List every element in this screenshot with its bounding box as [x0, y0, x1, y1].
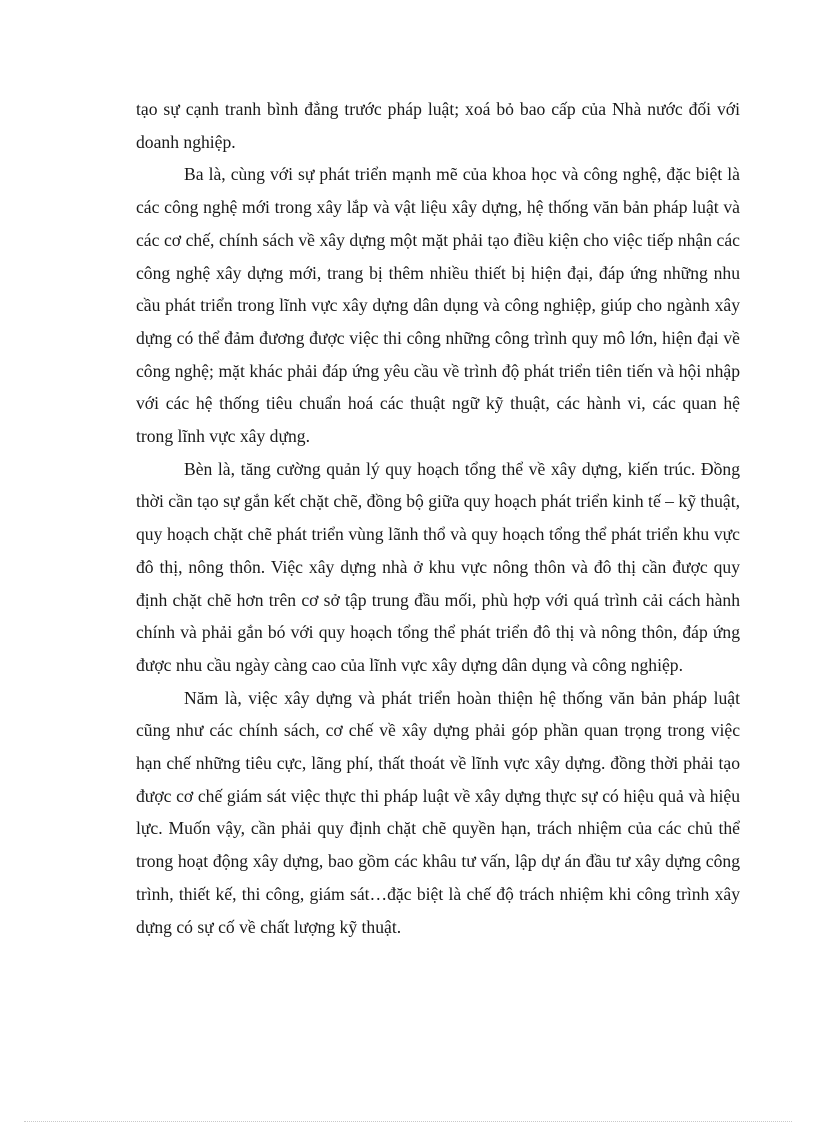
- document-body: [136, 93, 740, 943]
- paragraph-continuation: tạo sự cạnh tranh bình đẳng trước pháp luật; xoá bỏ bao cấp của Nhà nước đối với doanh nghiệp.: [136, 99, 740, 152]
- page-bottom-divider: [24, 1121, 792, 1122]
- paragraph-ba-la: Ba là, cùng với sự phát triển mạnh mẽ của khoa học và công nghệ, đặc biệt là các công nghệ mới trong xây lắp và vật liệu xây dựng, hệ thống văn bản pháp luật và các cơ chế, chính sách về xây dựng một mặt phải tạo điều kiện cho việc tiếp nhận các công nghệ xây dựng mới, trang bị thêm nhiều thiết bị hiện đại, đáp ứng những nhu cầu phát triển trong lĩnh vực xây dựng dân dụng và công nghiệp, giúp cho ngành xây dựng có thể đảm đương được việc thi công những công trình quy mô lớn, hiện đại về công nghệ; mặt khác phải đáp ứng yêu cầu về trình độ phát triển tiên tiến và hội nhập với các hệ thống tiêu chuẩn hoá các thuật ngữ kỹ thuật, các hành vi, các quan hệ trong lĩnh vực xây dựng.: [136, 164, 740, 447]
- paragraph-nam-la: Năm là, việc xây dựng và phát triển hoàn thiện hệ thống văn bản pháp luật cũng như các chính sách, cơ chế về xây dựng phải góp phần quan trọng trong việc hạn chế những tiêu cực, lãng phí, thất thoát về lĩnh vực xây dựng. đồng thời phải tạo được cơ chế giám sát việc thực thi pháp luật về xây dựng thực sự có hiệu quả và hiệu lực. Muốn vậy, cần phải quy định chặt chẽ quyền hạn, trách nhiệm của các chủ thể trong hoạt động xây dựng, bao gồm các khâu tư vấn, lập dự án đầu tư xây dựng công trình, thiết kế, thi công, giám sát…đặc biệt là chế độ trách nhiệm khi công trình xây dựng có sự cố về chất lượng kỹ thuật.: [136, 687, 740, 937]
- paragraph-bon-la: Bèn là, tăng cường quản lý quy hoạch tổng thể về xây dựng, kiến trúc. Đồng thời cần tạo sự gắn kết chặt chẽ, đồng bộ giữa quy hoạch phát triển kinh tế – kỹ thuật, quy hoạch chặt chẽ phát triển vùng lãnh thổ và quy hoạch tổng thể phát triển khu vực đô thị, nông thôn. Việc xây dựng nhà ở khu vực nông thôn và đô thị cần được quy định chặt chẽ hơn trên cơ sở tập trung đầu mối, phù hợp với quá trình cải cách hành chính và phải gắn bó với quy hoạch tổng thể phát triển đô thị và nông thôn, đáp ứng được nhu cầu ngày càng cao của lĩnh vực xây dựng dân dụng và công nghiệp.: [136, 458, 740, 675]
